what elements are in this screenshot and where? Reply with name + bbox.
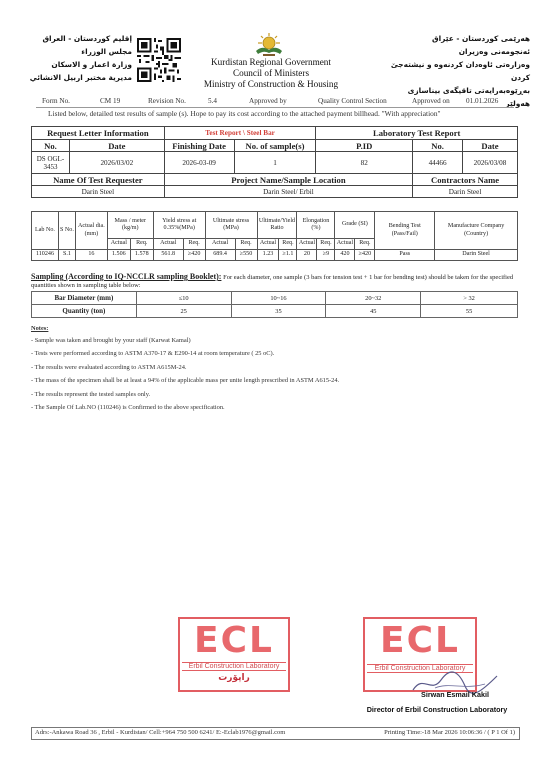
ecl-logo: ECL bbox=[380, 620, 460, 661]
request-letter-title: Request Letter Information bbox=[32, 127, 165, 140]
result-cell: S.1 bbox=[58, 250, 75, 261]
result-cell: 20 bbox=[297, 250, 317, 261]
result-cell: 1.506 bbox=[107, 250, 130, 261]
quantity-cell: 35 bbox=[231, 305, 326, 318]
diameter-cell: ≤10 bbox=[136, 292, 231, 305]
arabic-line: مجلس الوزراء bbox=[81, 47, 132, 56]
result-cell: 1.578 bbox=[130, 250, 153, 261]
actual-subheader: Actual bbox=[257, 239, 279, 250]
req-subheader: Req. bbox=[355, 239, 375, 250]
sampling-description: For each diameter, one sample (3 bars for tension test + 1 bar for bending test) should be taken for the specified quantities shown in sampling table below: bbox=[31, 274, 514, 289]
signer-name: Sirwan Esmail Kakil bbox=[421, 690, 489, 699]
approved-by: Quality Control Section bbox=[318, 97, 387, 105]
col-header: No. of sample(s) bbox=[234, 140, 316, 152]
notes-title: Notes: bbox=[31, 325, 49, 332]
request-info-table bbox=[31, 126, 518, 198]
lab-no: 44466 bbox=[413, 152, 463, 174]
kurdish-line: بەڕێوەبەرایەتی تاقیگەی بیناسازی هەولێر bbox=[407, 86, 530, 108]
result-cell: 420 bbox=[335, 250, 355, 261]
quantity-cell: 55 bbox=[421, 305, 518, 318]
result-cell: Darin Steel bbox=[435, 250, 518, 261]
stamp-arabic-text: راپۆرت bbox=[218, 673, 250, 683]
pid: 82 bbox=[316, 152, 413, 174]
note-item: - The results were evaluated according to ASTM A615M-24. bbox=[31, 363, 187, 371]
finishing-date: 2026-03-09 bbox=[164, 152, 234, 174]
col-header: Date bbox=[69, 140, 164, 152]
manufacturer-header: Manufacture Company (Country) bbox=[435, 212, 518, 250]
project-name: Darin Steel/ Erbil bbox=[164, 186, 412, 198]
sampling-text bbox=[31, 273, 518, 290]
contractor-name: Darin Steel bbox=[413, 186, 518, 198]
form-no-label: Form No. bbox=[42, 97, 70, 105]
diameter-cell: 10~16 bbox=[231, 292, 326, 305]
test-report-title: Test Report \ Steel Bar bbox=[164, 127, 316, 140]
mass-header: Mass / meter (kg/m) bbox=[107, 212, 153, 239]
result-cell: ≥420 bbox=[183, 250, 205, 261]
lab-date: 2026/03/08 bbox=[463, 152, 518, 174]
approved-on: 01.01.2026 bbox=[466, 97, 499, 105]
note-item: - The mass of the specimen shall be at least a 94% of the applicable mass per unite length prescribed in ASTM A615-24. bbox=[31, 377, 340, 385]
footer-bar bbox=[31, 727, 520, 740]
result-cell: Pass bbox=[375, 250, 435, 261]
req-subheader: Req. bbox=[235, 239, 257, 250]
elongation-header: Elongation (%) bbox=[297, 212, 335, 239]
sample-count: 1 bbox=[234, 152, 316, 174]
result-cell: 110246 bbox=[32, 250, 59, 261]
result-cell: 561.8 bbox=[153, 250, 183, 261]
notes-section bbox=[31, 324, 511, 414]
approved-by-label: Approved by bbox=[249, 97, 287, 105]
req-subheader: Req. bbox=[183, 239, 205, 250]
form-no: CM 19 bbox=[100, 97, 121, 105]
grade-header: Grade (SI) bbox=[335, 212, 375, 239]
req-subheader: Req. bbox=[130, 239, 153, 250]
kurdish-line: وەزارەتی ئاوەدان کردنەوە و نیشتەجێ کردن bbox=[390, 60, 530, 82]
kurdish-line: هەرێمی کوردستان - عێراق bbox=[431, 34, 530, 43]
request-date: 2026/03/02 bbox=[69, 152, 164, 174]
lab-no-header: Lab No. bbox=[32, 212, 59, 250]
note-item: - Tests were performed according to ASTM A370-17 & E290-14 at room temperature ( 25 oC). bbox=[31, 350, 275, 358]
ecl-logo: ECL bbox=[194, 620, 274, 661]
ratio-header: Ultimate/Yield Ratio bbox=[257, 212, 297, 239]
note-item: - Sample was taken and brought by your staff (Karwat Kamal) bbox=[31, 337, 191, 344]
revision-no: 5.4 bbox=[208, 97, 217, 105]
footer-printing-time: Printing Time:-18 Mar 2026 10:06:36 / ( P 1 Of 1) bbox=[384, 729, 515, 736]
col-header: No. bbox=[413, 140, 463, 152]
lab-report-title: Laboratory Test Report bbox=[316, 127, 518, 140]
arabic-header bbox=[22, 32, 132, 84]
requester-label: Name Of Test Requester bbox=[32, 174, 165, 186]
note-item: - The Sample Of Lab.NO (110246) is Confirmed to the above specification. bbox=[31, 404, 225, 412]
director-title: Director of Erbil Construction Laboratory bbox=[366, 705, 508, 714]
yield-header: Yield stress at 0.35%(MPa) bbox=[153, 212, 205, 239]
actual-subheader: Actual bbox=[297, 239, 317, 250]
req-subheader: Req. bbox=[317, 239, 335, 250]
project-label: Project Name/Sample Location bbox=[164, 174, 412, 186]
col-header: Date bbox=[463, 140, 518, 152]
stamp-caption: Erbil Construction Laboratory bbox=[367, 664, 473, 673]
quantity-cell: 45 bbox=[326, 305, 421, 318]
kurdish-line: ئەنجومەنی وەزیران bbox=[458, 47, 530, 56]
note-item: - The results represent the tested samples only. bbox=[31, 390, 151, 398]
arabic-line: إقليم كوردستان - العراق bbox=[42, 34, 132, 43]
actual-subheader: Actual bbox=[205, 239, 235, 250]
gov-name: Kurdistan Regional Government bbox=[211, 57, 331, 67]
result-cell: 689.4 bbox=[205, 250, 235, 261]
request-no: DS OGL-3453 bbox=[32, 152, 70, 174]
result-cell: ≥420 bbox=[355, 250, 375, 261]
revision-label: Revision No. bbox=[148, 97, 186, 105]
result-cell: 1.23 bbox=[257, 250, 279, 261]
actual-subheader: Actual bbox=[335, 239, 355, 250]
quantity-cell: 25 bbox=[136, 305, 231, 318]
approved-on-label: Approved on bbox=[412, 97, 450, 105]
krg-emblem bbox=[253, 32, 285, 58]
actual-dia-header: Actual dia.(mm) bbox=[75, 212, 107, 250]
result-cell: ≥9 bbox=[317, 250, 335, 261]
footer-address: Adrs:-Ankawa Road 36 , Erbil - Kurdistan/ Cell:+964 750 500 6241/ E:-Eclab1976@gmail.com bbox=[35, 729, 286, 736]
stamp-caption: Erbil Construction Laboratory bbox=[182, 662, 286, 671]
col-header: Finishing Date bbox=[164, 140, 234, 152]
qr-code bbox=[137, 38, 181, 82]
requester-name: Darin Steel bbox=[32, 186, 165, 198]
quantity-label: Quantity (ton) bbox=[32, 305, 137, 318]
english-header bbox=[186, 57, 356, 90]
bending-header: Bending Test (Pass/Fail) bbox=[375, 212, 435, 250]
arabic-line: وزارة اعمار و الاسكان bbox=[51, 60, 132, 69]
arabic-line: مديرية مختبر اربيل الانشائي bbox=[29, 73, 132, 82]
results-table bbox=[31, 211, 518, 261]
sampling-table bbox=[31, 291, 518, 318]
col-header: No. bbox=[32, 140, 70, 152]
s-no-header: S No. bbox=[58, 212, 75, 250]
contractor-label: Contractors Name bbox=[413, 174, 518, 186]
diameter-cell: > 32 bbox=[421, 292, 518, 305]
bar-diameter-label: Bar Diameter (mm) bbox=[32, 292, 137, 305]
sampling-title: Sampling (According to IQ-NCCLR sampling Booklet): bbox=[31, 272, 222, 281]
ministry-name: Ministry of Construction & Housing bbox=[203, 79, 339, 89]
form-meta-row bbox=[36, 96, 514, 108]
actual-subheader: Actual bbox=[107, 239, 130, 250]
diameter-cell: 20~32 bbox=[326, 292, 421, 305]
council-name: Council of Ministers bbox=[232, 68, 310, 78]
result-cell: ≥1.1 bbox=[279, 250, 297, 261]
lab-stamp-left bbox=[178, 617, 290, 692]
result-cell: 16 bbox=[75, 250, 107, 261]
req-subheader: Req. bbox=[279, 239, 297, 250]
actual-subheader: Actual bbox=[153, 239, 183, 250]
col-header: P.ID bbox=[316, 140, 413, 152]
intro-text: Listed below, detailed test results of sample (s). Hope to pay its cost according to the attached payment billhead. "With appreciation" bbox=[48, 109, 441, 118]
ultimate-header: Ultimate stress (MPa) bbox=[205, 212, 257, 239]
result-cell: ≥550 bbox=[235, 250, 257, 261]
